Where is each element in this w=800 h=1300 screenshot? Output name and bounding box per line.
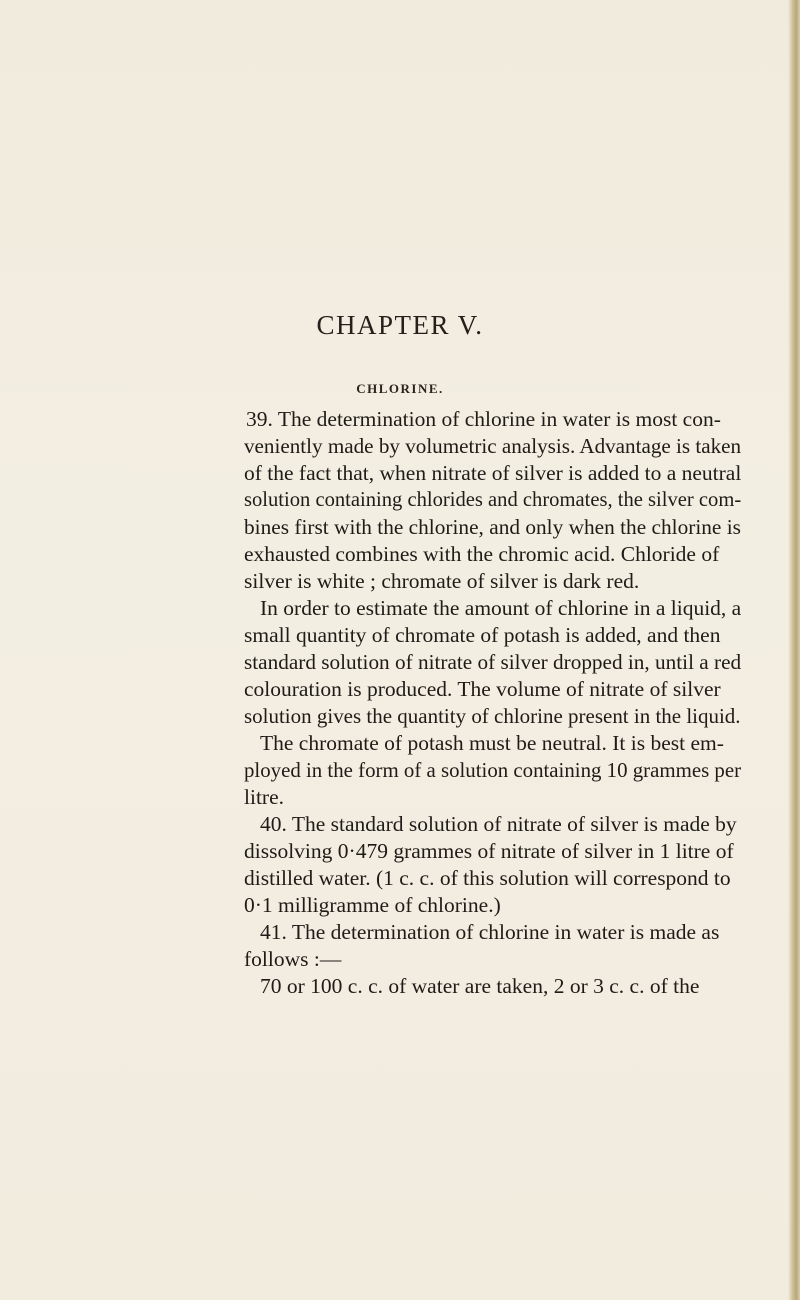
text-line: colouration is produced. The volume of nitrate of silver — [244, 677, 721, 701]
text-line: 40. The standard solution of nitrate of silver is made by — [260, 812, 737, 836]
text-line: The chromate of potash must be neutral. It is best em- — [260, 731, 724, 755]
text-line: follows :— — [244, 947, 342, 971]
text-line: 70 or 100 c. c. of water are taken, 2 or 3 c. c. of the — [260, 974, 700, 998]
text-line: solution containing chlorides and chromates, the silver com- — [244, 489, 742, 511]
text-line: veniently made by volumetric analysis. Advantage is taken — [244, 434, 742, 458]
text-line: In order to estimate the amount of chlorine in a liquid, a — [260, 596, 742, 620]
text-line: ployed in the form of a solution containing 10 grammes per — [244, 758, 742, 782]
text-line: standard solution of nitrate of silver dropped in, until a red — [244, 650, 742, 674]
text-line: of the fact that, when nitrate of silver is added to a neutral — [244, 461, 742, 485]
text-line: silver is white ; chromate of silver is dark red. — [244, 569, 640, 593]
text-line: solution gives the quantity of chlorine present in the liquid. — [244, 704, 741, 728]
text-line: dissolving 0·479 grammes of nitrate of silver in 1 litre of — [244, 839, 734, 863]
text-line: litre. — [244, 785, 284, 809]
text-line: 41. The determination of chlorine in water is made as — [260, 920, 720, 944]
text-line: 39. The determination of chlorine in water is most con- — [246, 407, 721, 431]
text-line: small quantity of chromate of potash is added, and then — [244, 623, 721, 647]
section-title: CHLORINE. — [356, 381, 444, 396]
text-line: 0·1 milligramme of chlorine.) — [244, 893, 501, 917]
page-edge — [788, 0, 800, 1300]
text-line: bines first with the chlorine, and only when the chlorine is — [244, 515, 741, 539]
chapter-title: CHAPTER V. — [316, 310, 484, 340]
text-line: exhausted combines with the chromic acid. Chloride of — [244, 542, 720, 566]
text-line: distilled water. (1 c. c. of this solution will correspond to — [244, 866, 731, 890]
